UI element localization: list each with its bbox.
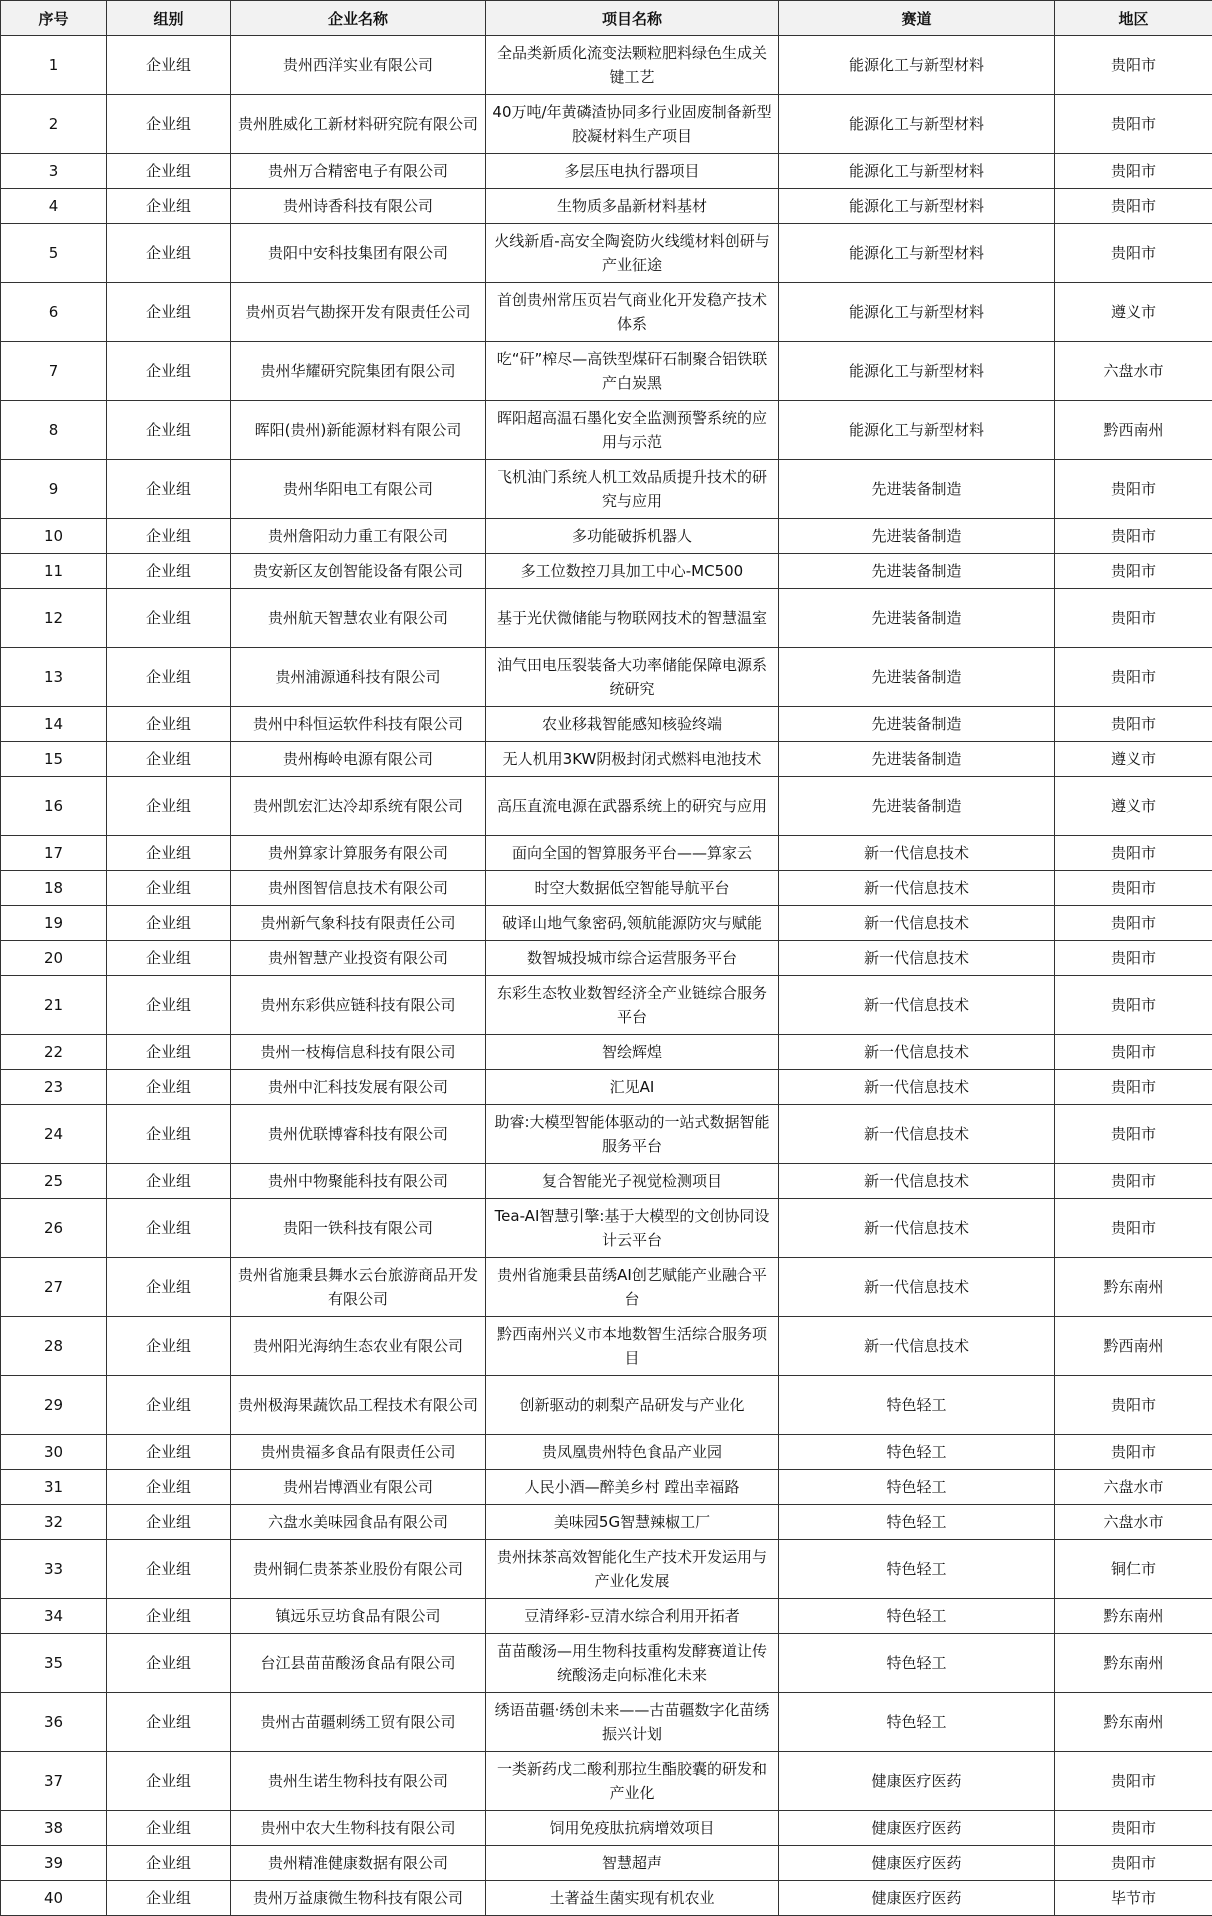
cell-index: 7: [1, 342, 107, 401]
cell-project: 贵州省施秉县苗绣AI创艺赋能产业融合平台: [486, 1258, 779, 1317]
cell-project: 一类新药戊二酸利那拉生酯胶囊的研发和产业化: [486, 1752, 779, 1811]
cell-company: 贵阳一铁科技有限公司: [231, 1199, 486, 1258]
cell-region: 贵阳市: [1055, 154, 1212, 189]
cell-track: 新一代信息技术: [779, 1035, 1055, 1070]
cell-index: 20: [1, 941, 107, 976]
cell-track: 能源化工与新型材料: [779, 154, 1055, 189]
cell-region: 贵阳市: [1055, 554, 1212, 589]
cell-index: 14: [1, 707, 107, 742]
cell-company: 贵州极海果蔬饮品工程技术有限公司: [231, 1376, 486, 1435]
cell-company: 贵州岩博酒业有限公司: [231, 1470, 486, 1505]
cell-index: 12: [1, 589, 107, 648]
cell-company: 贵州铜仁贵茶茶业股份有限公司: [231, 1540, 486, 1599]
table-row: [1, 1846, 1212, 1881]
cell-region: 贵阳市: [1055, 519, 1212, 554]
cell-company: 晖阳(贵州)新能源材料有限公司: [231, 401, 486, 460]
cell-group: 企业组: [107, 1317, 231, 1376]
cell-group: 企业组: [107, 1599, 231, 1634]
cell-index: 22: [1, 1035, 107, 1070]
cell-company: 贵州诗香科技有限公司: [231, 189, 486, 224]
table-row: [1, 648, 1212, 707]
cell-company: 贵州中物聚能科技有限公司: [231, 1164, 486, 1199]
table-row: [1, 224, 1212, 283]
cell-region: 贵阳市: [1055, 1811, 1212, 1846]
cell-project: 黔西南州兴义市本地数智生活综合服务项目: [486, 1317, 779, 1376]
cell-project: 农业移栽智能感知核验终端: [486, 707, 779, 742]
cell-group: 企业组: [107, 519, 231, 554]
cell-project: 时空大数据低空智能导航平台: [486, 871, 779, 906]
cell-company: 贵州省施秉县舞水云台旅游商品开发有限公司: [231, 1258, 486, 1317]
cell-project: 饲用免疫肽抗病增效项目: [486, 1811, 779, 1846]
cell-index: 10: [1, 519, 107, 554]
cell-company: 贵州优联博睿科技有限公司: [231, 1105, 486, 1164]
cell-company: 台江县苗苗酸汤食品有限公司: [231, 1634, 486, 1693]
cell-project: 贵州抹茶高效智能化生产技术开发运用与产业化发展: [486, 1540, 779, 1599]
cell-group: 企业组: [107, 401, 231, 460]
cell-project: 高压直流电源在武器系统上的研究与应用: [486, 777, 779, 836]
cell-region: 贵阳市: [1055, 95, 1212, 154]
cell-index: 11: [1, 554, 107, 589]
cell-index: 9: [1, 460, 107, 519]
cell-track: 先进装备制造: [779, 554, 1055, 589]
cell-project: 复合智能光子视觉检测项目: [486, 1164, 779, 1199]
cell-region: 六盘水市: [1055, 1505, 1212, 1540]
cell-track: 新一代信息技术: [779, 976, 1055, 1035]
cell-track: 新一代信息技术: [779, 941, 1055, 976]
cell-company: 镇远乐豆坊食品有限公司: [231, 1599, 486, 1634]
cell-group: 企业组: [107, 1540, 231, 1599]
table-row: [1, 1164, 1212, 1199]
cell-index: 8: [1, 401, 107, 460]
cell-index: 39: [1, 1846, 107, 1881]
cell-index: 6: [1, 283, 107, 342]
cell-track: 能源化工与新型材料: [779, 224, 1055, 283]
cell-group: 企业组: [107, 1505, 231, 1540]
cell-company: 贵州精准健康数据有限公司: [231, 1846, 486, 1881]
table-row: [1, 1540, 1212, 1599]
table-row: [1, 1634, 1212, 1693]
cell-track: 特色轻工: [779, 1599, 1055, 1634]
cell-group: 企业组: [107, 342, 231, 401]
cell-track: 新一代信息技术: [779, 1317, 1055, 1376]
table-row: [1, 906, 1212, 941]
cell-group: 企业组: [107, 36, 231, 95]
cell-track: 新一代信息技术: [779, 836, 1055, 871]
cell-company: 贵州万益康微生物科技有限公司: [231, 1881, 486, 1916]
cell-track: 特色轻工: [779, 1470, 1055, 1505]
cell-group: 企业组: [107, 1070, 231, 1105]
cell-region: 贵阳市: [1055, 648, 1212, 707]
header-track: 赛道: [779, 1, 1055, 36]
cell-group: 企业组: [107, 1435, 231, 1470]
cell-region: 贵阳市: [1055, 1435, 1212, 1470]
cell-company: 贵州梅岭电源有限公司: [231, 742, 486, 777]
cell-region: 毕节市: [1055, 1881, 1212, 1916]
cell-group: 企业组: [107, 777, 231, 836]
cell-group: 企业组: [107, 1693, 231, 1752]
cell-index: 19: [1, 906, 107, 941]
cell-index: 26: [1, 1199, 107, 1258]
cell-region: 贵阳市: [1055, 1035, 1212, 1070]
cell-track: 能源化工与新型材料: [779, 95, 1055, 154]
cell-region: 遵义市: [1055, 777, 1212, 836]
cell-index: 31: [1, 1470, 107, 1505]
cell-company: 贵州生诺生物科技有限公司: [231, 1752, 486, 1811]
table-row: [1, 95, 1212, 154]
cell-index: 4: [1, 189, 107, 224]
cell-group: 企业组: [107, 1199, 231, 1258]
cell-company: 贵安新区友创智能设备有限公司: [231, 554, 486, 589]
cell-company: 贵州西洋实业有限公司: [231, 36, 486, 95]
cell-region: 贵阳市: [1055, 1846, 1212, 1881]
cell-index: 37: [1, 1752, 107, 1811]
cell-company: 贵州万合精密电子有限公司: [231, 154, 486, 189]
cell-region: 贵阳市: [1055, 836, 1212, 871]
cell-group: 企业组: [107, 707, 231, 742]
header-row: [1, 1, 1212, 36]
cell-index: 16: [1, 777, 107, 836]
cell-company: 贵州中汇科技发展有限公司: [231, 1070, 486, 1105]
cell-project: 人民小酒—醉美乡村 蹚出幸福路: [486, 1470, 779, 1505]
cell-group: 企业组: [107, 1035, 231, 1070]
cell-company: 贵州凯宏汇达冷却系统有限公司: [231, 777, 486, 836]
cell-region: 贵阳市: [1055, 224, 1212, 283]
table-row: [1, 742, 1212, 777]
table-row: [1, 589, 1212, 648]
cell-region: 黔西南州: [1055, 401, 1212, 460]
cell-index: 36: [1, 1693, 107, 1752]
cell-region: 遵义市: [1055, 742, 1212, 777]
cell-region: 贵阳市: [1055, 589, 1212, 648]
cell-region: 贵阳市: [1055, 871, 1212, 906]
cell-index: 2: [1, 95, 107, 154]
cell-track: 新一代信息技术: [779, 1258, 1055, 1317]
table-row: [1, 777, 1212, 836]
cell-group: 企业组: [107, 976, 231, 1035]
cell-track: 能源化工与新型材料: [779, 283, 1055, 342]
cell-project: 破译山地气象密码,领航能源防灾与赋能: [486, 906, 779, 941]
cell-track: 能源化工与新型材料: [779, 36, 1055, 95]
cell-group: 企业组: [107, 1105, 231, 1164]
table-row: [1, 1599, 1212, 1634]
table-row: [1, 36, 1212, 95]
cell-index: 21: [1, 976, 107, 1035]
cell-region: 遵义市: [1055, 283, 1212, 342]
cell-region: 贵阳市: [1055, 1199, 1212, 1258]
table-row: [1, 1105, 1212, 1164]
table-row: [1, 154, 1212, 189]
table-row: [1, 1752, 1212, 1811]
cell-project: 数智城投城市综合运营服务平台: [486, 941, 779, 976]
cell-region: 六盘水市: [1055, 342, 1212, 401]
cell-project: 多层压电执行器项目: [486, 154, 779, 189]
cell-project: 全品类新质化流变法颗粒肥料绿色生成关键工艺: [486, 36, 779, 95]
cell-group: 企业组: [107, 1811, 231, 1846]
table-row: [1, 1435, 1212, 1470]
cell-track: 能源化工与新型材料: [779, 342, 1055, 401]
table-row: [1, 976, 1212, 1035]
cell-project: 绣语苗疆·绣创未来——古苗疆数字化苗绣振兴计划: [486, 1693, 779, 1752]
table-row: [1, 1693, 1212, 1752]
header-region: 地区: [1055, 1, 1212, 36]
table-header: [1, 1, 1212, 36]
cell-track: 先进装备制造: [779, 519, 1055, 554]
header-group: 组别: [107, 1, 231, 36]
cell-index: 18: [1, 871, 107, 906]
cell-region: 黔东南州: [1055, 1258, 1212, 1317]
cell-index: 38: [1, 1811, 107, 1846]
table-row: [1, 554, 1212, 589]
cell-region: 贵阳市: [1055, 976, 1212, 1035]
cell-project: 多功能破拆机器人: [486, 519, 779, 554]
cell-region: 贵阳市: [1055, 1376, 1212, 1435]
cell-group: 企业组: [107, 648, 231, 707]
cell-group: 企业组: [107, 906, 231, 941]
cell-group: 企业组: [107, 1846, 231, 1881]
cell-index: 13: [1, 648, 107, 707]
cell-project: 40万吨/年黄磷渣协同多行业固废制备新型胶凝材料生产项目: [486, 95, 779, 154]
cell-project: 智绘辉煌: [486, 1035, 779, 1070]
cell-index: 40: [1, 1881, 107, 1916]
cell-region: 黔东南州: [1055, 1693, 1212, 1752]
cell-track: 能源化工与新型材料: [779, 189, 1055, 224]
cell-region: 贵阳市: [1055, 906, 1212, 941]
cell-track: 先进装备制造: [779, 460, 1055, 519]
table-row: [1, 1035, 1212, 1070]
cell-project: 首创贵州常压页岩气商业化开发稳产技术体系: [486, 283, 779, 342]
cell-group: 企业组: [107, 1258, 231, 1317]
cell-track: 健康医疗医药: [779, 1846, 1055, 1881]
cell-company: 贵州阳光海纳生态农业有限公司: [231, 1317, 486, 1376]
cell-group: 企业组: [107, 589, 231, 648]
table-row: [1, 342, 1212, 401]
cell-track: 特色轻工: [779, 1634, 1055, 1693]
cell-track: 健康医疗医药: [779, 1881, 1055, 1916]
header-company: 企业名称: [231, 1, 486, 36]
cell-index: 17: [1, 836, 107, 871]
cell-project: 汇见AI: [486, 1070, 779, 1105]
cell-track: 新一代信息技术: [779, 1105, 1055, 1164]
cell-index: 5: [1, 224, 107, 283]
table-row: [1, 1811, 1212, 1846]
cell-index: 32: [1, 1505, 107, 1540]
cell-project: 美味园5G智慧辣椒工厂: [486, 1505, 779, 1540]
cell-group: 企业组: [107, 95, 231, 154]
cell-index: 30: [1, 1435, 107, 1470]
cell-index: 25: [1, 1164, 107, 1199]
cell-project: 晖阳超高温石墨化安全监测预警系统的应用与示范: [486, 401, 779, 460]
cell-company: 六盘水美味园食品有限公司: [231, 1505, 486, 1540]
cell-region: 贵阳市: [1055, 460, 1212, 519]
cell-company: 贵州东彩供应链科技有限公司: [231, 976, 486, 1035]
cell-project: 助睿:大模型智能体驱动的一站式数据智能服务平台: [486, 1105, 779, 1164]
cell-group: 企业组: [107, 1634, 231, 1693]
cell-company: 贵州华耀研究院集团有限公司: [231, 342, 486, 401]
cell-project: 苗苗酸汤—用生物科技重构发酵赛道让传统酸汤走向标准化未来: [486, 1634, 779, 1693]
table-row: [1, 1199, 1212, 1258]
table-row: [1, 189, 1212, 224]
cell-project: 生物质多晶新材料基材: [486, 189, 779, 224]
cell-track: 新一代信息技术: [779, 1070, 1055, 1105]
cell-group: 企业组: [107, 283, 231, 342]
cell-company: 贵州胜威化工新材料研究院有限公司: [231, 95, 486, 154]
cell-region: 黔东南州: [1055, 1634, 1212, 1693]
cell-region: 黔西南州: [1055, 1317, 1212, 1376]
cell-company: 贵州詹阳动力重工有限公司: [231, 519, 486, 554]
table-row: [1, 1070, 1212, 1105]
cell-region: 贵阳市: [1055, 707, 1212, 742]
cell-region: 贵阳市: [1055, 36, 1212, 95]
cell-project: Tea-AI智慧引擎:基于大模型的文创协同设计云平台: [486, 1199, 779, 1258]
table-row: [1, 941, 1212, 976]
cell-region: 贵阳市: [1055, 189, 1212, 224]
cell-company: 贵州算家计算服务有限公司: [231, 836, 486, 871]
cell-track: 特色轻工: [779, 1693, 1055, 1752]
table-row: [1, 707, 1212, 742]
cell-project: 无人机用3KW阴极封闭式燃料电池技术: [486, 742, 779, 777]
cell-index: 3: [1, 154, 107, 189]
cell-index: 28: [1, 1317, 107, 1376]
cell-track: 先进装备制造: [779, 589, 1055, 648]
table-row: [1, 1376, 1212, 1435]
table-row: [1, 283, 1212, 342]
cell-region: 贵阳市: [1055, 1164, 1212, 1199]
cell-company: 贵州页岩气勘探开发有限责任公司: [231, 283, 486, 342]
cell-project: 东彩生态牧业数智经济全产业链综合服务平台: [486, 976, 779, 1035]
cell-company: 贵州中科恒运软件科技有限公司: [231, 707, 486, 742]
cell-project: 火线新盾-高安全陶瓷防火线缆材料创研与产业征途: [486, 224, 779, 283]
cell-group: 企业组: [107, 941, 231, 976]
table-row: [1, 836, 1212, 871]
cell-company: 贵州中农大生物科技有限公司: [231, 1811, 486, 1846]
cell-company: 贵阳中安科技集团有限公司: [231, 224, 486, 283]
cell-company: 贵州贵福多食品有限责任公司: [231, 1435, 486, 1470]
cell-region: 贵阳市: [1055, 1752, 1212, 1811]
cell-company: 贵州华阳电工有限公司: [231, 460, 486, 519]
table-row: [1, 1505, 1212, 1540]
cell-index: 23: [1, 1070, 107, 1105]
cell-track: 先进装备制造: [779, 648, 1055, 707]
cell-track: 特色轻工: [779, 1376, 1055, 1435]
cell-track: 新一代信息技术: [779, 906, 1055, 941]
header-project: 项目名称: [486, 1, 779, 36]
cell-project: 土著益生菌实现有机农业: [486, 1881, 779, 1916]
cell-track: 新一代信息技术: [779, 1164, 1055, 1199]
cell-project: 贵凤凰贵州特色食品产业园: [486, 1435, 779, 1470]
cell-project: 吃“矸”榨尽—高铁型煤矸石制聚合铝铁联产白炭黑: [486, 342, 779, 401]
cell-track: 健康医疗医药: [779, 1752, 1055, 1811]
cell-group: 企业组: [107, 189, 231, 224]
cell-project: 豆清绎彩-豆清水综合利用开拓者: [486, 1599, 779, 1634]
cell-company: 贵州一枝梅信息科技有限公司: [231, 1035, 486, 1070]
cell-project: 多工位数控刀具加工中心-MC500: [486, 554, 779, 589]
cell-index: 29: [1, 1376, 107, 1435]
cell-region: 铜仁市: [1055, 1540, 1212, 1599]
cell-index: 35: [1, 1634, 107, 1693]
cell-track: 特色轻工: [779, 1505, 1055, 1540]
cell-group: 企业组: [107, 1881, 231, 1916]
table-row: [1, 1258, 1212, 1317]
header-index: 序号: [1, 1, 107, 36]
cell-project: 飞机油门系统人机工效品质提升技术的研究与应用: [486, 460, 779, 519]
cell-track: 新一代信息技术: [779, 871, 1055, 906]
cell-region: 六盘水市: [1055, 1470, 1212, 1505]
cell-region: 贵阳市: [1055, 1105, 1212, 1164]
cell-company: 贵州图智信息技术有限公司: [231, 871, 486, 906]
cell-group: 企业组: [107, 224, 231, 283]
cell-company: 贵州古苗疆刺绣工贸有限公司: [231, 1693, 486, 1752]
cell-company: 贵州浦源通科技有限公司: [231, 648, 486, 707]
cell-company: 贵州新气象科技有限责任公司: [231, 906, 486, 941]
cell-track: 先进装备制造: [779, 707, 1055, 742]
table-row: [1, 1317, 1212, 1376]
cell-track: 先进装备制造: [779, 742, 1055, 777]
cell-track: 先进装备制造: [779, 777, 1055, 836]
cell-project: 创新驱动的刺梨产品研发与产业化: [486, 1376, 779, 1435]
cell-index: 1: [1, 36, 107, 95]
table-body: [1, 36, 1212, 1916]
table-row: [1, 1470, 1212, 1505]
cell-group: 企业组: [107, 1376, 231, 1435]
cell-project: 面向全国的智算服务平台——算家云: [486, 836, 779, 871]
cell-track: 特色轻工: [779, 1435, 1055, 1470]
cell-group: 企业组: [107, 836, 231, 871]
cell-project: 油气田电压裂装备大功率储能保障电源系统研究: [486, 648, 779, 707]
cell-company: 贵州航天智慧农业有限公司: [231, 589, 486, 648]
cell-index: 27: [1, 1258, 107, 1317]
cell-group: 企业组: [107, 554, 231, 589]
cell-project: 基于光伏微储能与物联网技术的智慧温室: [486, 589, 779, 648]
cell-index: 24: [1, 1105, 107, 1164]
cell-track: 能源化工与新型材料: [779, 401, 1055, 460]
cell-region: 贵阳市: [1055, 1070, 1212, 1105]
table-row: [1, 401, 1212, 460]
cell-group: 企业组: [107, 871, 231, 906]
cell-track: 特色轻工: [779, 1540, 1055, 1599]
table-row: [1, 460, 1212, 519]
cell-group: 企业组: [107, 1470, 231, 1505]
cell-group: 企业组: [107, 1752, 231, 1811]
table-row: [1, 1881, 1212, 1916]
cell-index: 15: [1, 742, 107, 777]
cell-group: 企业组: [107, 1164, 231, 1199]
table-row: [1, 871, 1212, 906]
cell-project: 智慧超声: [486, 1846, 779, 1881]
cell-group: 企业组: [107, 154, 231, 189]
cell-region: 黔东南州: [1055, 1599, 1212, 1634]
table-row: [1, 519, 1212, 554]
cell-company: 贵州智慧产业投资有限公司: [231, 941, 486, 976]
cell-index: 34: [1, 1599, 107, 1634]
cell-track: 健康医疗医药: [779, 1811, 1055, 1846]
cell-region: 贵阳市: [1055, 941, 1212, 976]
cell-index: 33: [1, 1540, 107, 1599]
cell-group: 企业组: [107, 742, 231, 777]
cell-group: 企业组: [107, 460, 231, 519]
cell-track: 新一代信息技术: [779, 1199, 1055, 1258]
